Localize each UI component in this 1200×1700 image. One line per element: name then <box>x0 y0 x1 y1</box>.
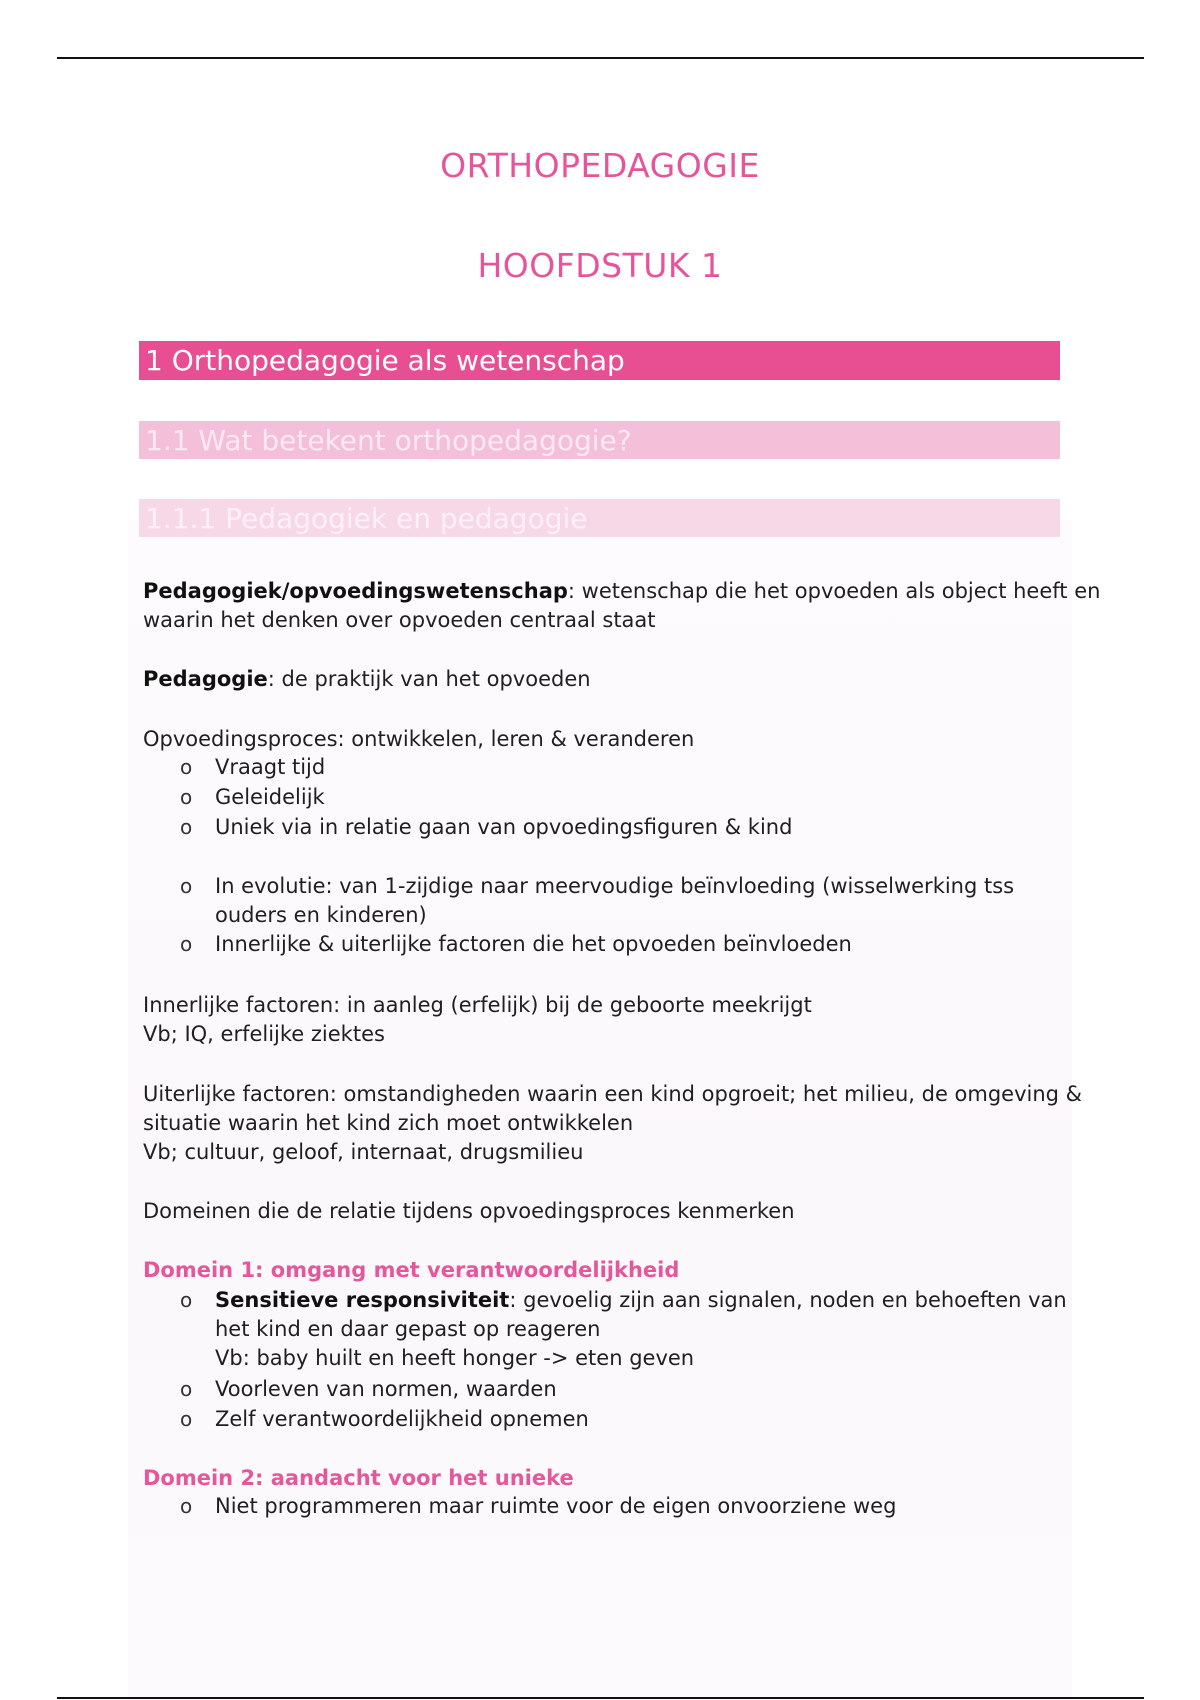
term-sensitieve-responsiviteit: Sensitieve responsiviteit <box>215 1288 510 1312</box>
list-item <box>215 872 1075 930</box>
list-item-text-line2: het kind en daar gepast op reageren <box>215 1317 601 1341</box>
list-item: Uniek via in relatie gaan van opvoedingsfiguren & kind <box>215 815 793 839</box>
domain-1-heading: Domein 1: omgang met verantwoordelijkheid <box>143 1258 680 1282</box>
list-item: Zelf verantwoordelijkheid opnemen <box>215 1407 589 1431</box>
list-item-text: : gevoelig zijn aan signalen, noden en behoeften van <box>509 1288 1067 1312</box>
heading-1: 1 Orthopedagogie als wetenschap <box>139 341 1060 380</box>
definition-text: : wetenschap die het opvoeden als object heeft en <box>567 579 1101 603</box>
definition-text: : de praktijk van het opvoeden <box>267 667 591 691</box>
list-item: Voorleven van normen, waarden <box>215 1377 557 1401</box>
list-item: Vraagt tijd <box>215 755 326 779</box>
example-line: Vb: baby huilt en heeft honger -> eten geven <box>215 1346 695 1370</box>
opvoedingsproces-intro: Opvoedingsproces: ontwikkelen, leren & veranderen <box>143 727 695 751</box>
bullet-marker: o <box>180 1407 193 1431</box>
list-item: Geleidelijk <box>215 785 325 809</box>
heading-1-1-1: 1.1.1 Pedagogiek en pedagogie <box>139 499 1060 537</box>
paragraph-line: situatie waarin het kind zich moet ontwikkelen <box>143 1111 634 1135</box>
innerlijke-factoren <box>143 991 812 1049</box>
list-item-line1: In evolutie: van 1-zijdige naar meervoudige beïnvloeding (wisselwerking tss <box>215 874 1015 898</box>
definition-text-line2: waarin het denken over opvoeden centraal staat <box>143 608 656 632</box>
bullet-marker: o <box>180 1288 193 1312</box>
list-item-line2: ouders en kinderen) <box>215 903 427 927</box>
paragraph-line: Innerlijke factoren: in aanleg (erfelijk) bij de geboorte meekrijgt <box>143 993 812 1017</box>
bottom-rule <box>57 1697 1144 1699</box>
paragraph-line: Uiterlijke factoren: omstandigheden waarin een kind opgroeit; het milieu, de omgeving & <box>143 1082 1083 1106</box>
uiterlijke-factoren <box>143 1080 1082 1167</box>
bullet-marker: o <box>180 1377 193 1401</box>
domain-2-heading: Domein 2: aandacht voor het unieke <box>143 1466 574 1490</box>
definition-pedagogie <box>143 665 591 694</box>
bullet-marker: o <box>180 815 193 839</box>
term-pedagogie: Pedagogie <box>143 667 268 691</box>
list-item: Innerlijke & uiterlijke factoren die het opvoeden beïnvloeden <box>215 932 852 956</box>
list-item: Niet programmeren maar ruimte voor de eigen onvoorziene weg <box>215 1494 897 1518</box>
domeinen-intro: Domeinen die de relatie tijdens opvoedingsproces kenmerken <box>143 1199 795 1223</box>
list-item <box>215 1286 1075 1373</box>
paragraph-line: Vb; cultuur, geloof, internaat, drugsmilieu <box>143 1140 584 1164</box>
bullet-marker: o <box>180 1494 193 1518</box>
definition-pedagogiek <box>143 577 1100 635</box>
chapter-title: HOOFDSTUK 1 <box>477 246 723 285</box>
bullet-marker: o <box>180 785 193 809</box>
term-pedagogiek: Pedagogiek/opvoedingswetenschap <box>143 579 568 603</box>
bullet-marker: o <box>180 755 193 779</box>
top-rule <box>57 57 1144 59</box>
bullet-marker: o <box>180 932 193 956</box>
bullet-marker: o <box>180 874 193 898</box>
document-title: ORTHOPEDAGOGIE <box>440 146 760 185</box>
heading-1-1: 1.1 Wat betekent orthopedagogie? <box>139 421 1060 459</box>
paragraph-line: Vb; IQ, erfelijke ziektes <box>143 1022 385 1046</box>
